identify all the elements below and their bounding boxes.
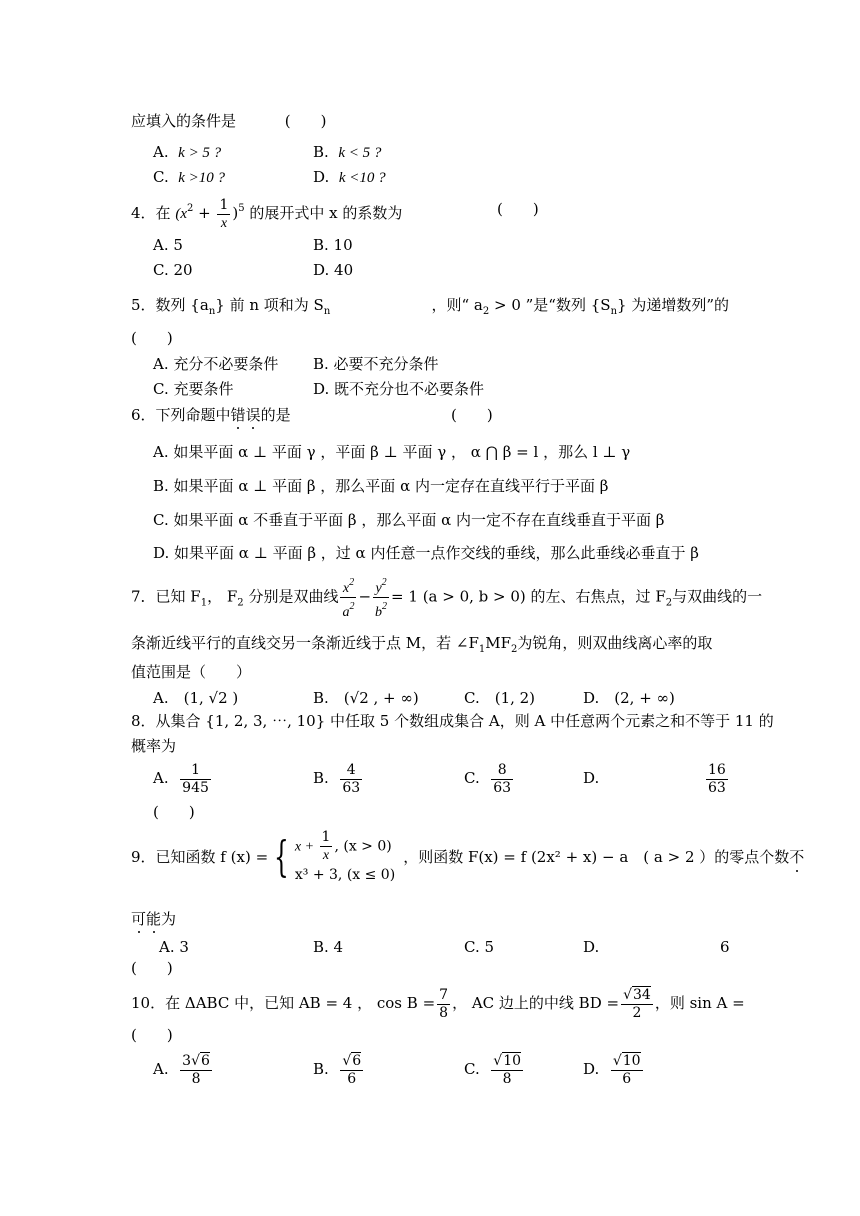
q7-line2: 条渐近线平行的直线交另一条渐近线于点 M，若 $\angle F_1MF_2$为锐角，则双曲线离心率的取 [131, 634, 713, 655]
q10-a-den: 8 [191, 1070, 201, 1087]
q8-option-c [464, 760, 515, 797]
q8-b-num: 4 [340, 762, 362, 780]
q7-stem: 7．已知 $F_1$， $F_2$ 分别是双曲线 $\frac{x^2}{a^2}$ − $\frac{y^2}{b^2}$ = 1 (a > 0, b > 0) 的左、右焦点，过 $F_2$与双曲线的一 [131, 574, 762, 625]
q8-d-den: 63 [708, 779, 726, 796]
q3-blank: ( ) [284, 112, 327, 130]
q4-expr-c: ) [232, 204, 239, 222]
q10-part-b: ， AC 边上的中线 BD = [452, 994, 620, 1012]
q7-option-d: D. (2, + ∞) [583, 689, 675, 707]
q8-b-den: 63 [342, 779, 361, 796]
q6-emph-2: 误 [245, 406, 261, 424]
q7-fraction-y: $\frac{y^2}{b^2}$ [373, 574, 389, 621]
q10-opt-b-label: B. [313, 1060, 329, 1078]
q8-line1: 8．从集合 {1, 2, 3, ⋯, 10} 中任取 5 个数组成集合 A，则 A 中任意两个元素之和不等于 11 的 [131, 712, 774, 730]
q7-minus: − [358, 587, 372, 606]
q5-option-c: C. 充要条件 [153, 380, 234, 398]
q4-rest: 的展开式中 x 的系数为 [249, 204, 403, 222]
q3-stem-text: 应填入的条件是 [131, 112, 237, 130]
q9-case1-num: 1 [321, 828, 331, 845]
q7-line3: 值范围是（ ） [131, 663, 252, 681]
q10-d-den: 6 [622, 1070, 632, 1087]
q9-emph-ke: 可 [131, 910, 147, 928]
q9-emph-not: 不 [789, 848, 805, 866]
q7-part-e: 与双曲线的一 [672, 587, 763, 606]
q10-option-c: C. $\frac{√10}{8}$ [464, 1052, 522, 1087]
q10-option-b: B. $\frac{√6}{6}$ [313, 1052, 362, 1087]
q9-emph-neng: 能 [146, 910, 162, 928]
q3-option-a [153, 142, 221, 163]
q8-c-den: 63 [493, 779, 512, 796]
q4-expr-b: + [193, 204, 216, 222]
q4-option-b: B. 10 [313, 236, 353, 254]
q9-stem [131, 822, 804, 892]
q7-option-a: A. (1, √2 ) [153, 689, 239, 707]
q9-case1-b: , (x > 0) [334, 838, 392, 854]
q3-opt-d-text: k <10 ? [338, 170, 386, 186]
q9-option-c: C. 5 [464, 938, 495, 956]
q3-stem [131, 111, 327, 131]
q5-stem: 5．数列 $\{a_n\}$ 前 n 项和为 $S_n$ ，则“ $a_2 > 0$ ”是“数列 $\{S_n\}$ 为递增数列”的 [131, 296, 729, 317]
q9-part-a: 9．已知函数 f (x) = [131, 848, 269, 866]
q5-part2: } 前 n 项和为 S [215, 296, 324, 314]
q8-line2: 概率为 [131, 737, 177, 755]
q8-d-num: 16 [708, 761, 726, 778]
q10-part-a: 10．在 ΔABC 中，已知 AB = 4 ， cos B = [131, 994, 436, 1012]
q7-f2-num: y [375, 581, 382, 596]
q10-c-den: 8 [502, 1070, 512, 1087]
q10-opt-c-label: C. [464, 1060, 480, 1078]
q6-option-b: B. 如果平面 α ⊥ 平面 β ，那么平面 α 内一定存在直线平行于平面 β [153, 477, 609, 495]
q4-frac-num: 1 [219, 196, 229, 213]
q6-blank: ( ) [451, 406, 493, 424]
q4-option-c: C. 20 [153, 261, 193, 279]
q7-fraction-x: $\frac{x^2}{a^2}$ [340, 574, 356, 621]
q7-f1-num: x [342, 581, 350, 596]
q10-opt-d-label: D. [583, 1060, 600, 1078]
q8-opt-a-label: A. [153, 769, 169, 787]
q10-option-a: A. $\frac{3√6}{8}$ [153, 1052, 210, 1087]
q6-option-a: A. 如果平面 α ⊥ 平面 γ ，平面 β ⊥ 平面 γ ， α ⋂ β = l ，那么 l ⊥ γ [153, 443, 631, 461]
q8-a-num: 1 [180, 762, 211, 780]
q3-option-c [153, 167, 225, 188]
q9-blank: ( ) [131, 959, 173, 977]
q10-option-d: D. $\frac{√10}{6}$ [583, 1052, 641, 1087]
q9-option-d-value: 6 [720, 938, 730, 956]
q6-option-c: C. 如果平面 α 不垂直于平面 β ，那么平面 α 内一定不存在直线垂直于平面 β [153, 511, 665, 529]
q3-opt-d-label: D. [313, 168, 330, 186]
q10-cos-den: 8 [439, 1004, 449, 1021]
q10-opt-a-label: A. [153, 1060, 169, 1078]
q6-stem [131, 405, 291, 425]
q9-brace: { [274, 832, 289, 881]
q4-option-a: A. 5 [153, 236, 183, 254]
q7-part-a: 7．已知 F [131, 587, 201, 606]
q9-option-b: B. 4 [313, 938, 344, 956]
q7-f1-den: a [342, 605, 350, 620]
q3-opt-b-text: k < 5 ? [338, 145, 382, 161]
q8-option-d [704, 760, 730, 797]
q9-option-a: A. 3 [159, 938, 189, 956]
q10-bd-num: 34 [633, 986, 651, 1003]
q3-option-b [313, 142, 381, 163]
q8-opt-b-label: B. [313, 769, 329, 787]
q10-cos-num: 7 [439, 986, 449, 1003]
q6-stem-a: 6．下列命题中 [131, 406, 231, 424]
q5-option-b: B. 必要不充分条件 [313, 355, 439, 373]
q9-part-b: ，则函数 F(x) = f (2x² + x) − a ( a > 2 ）的零点个数 [403, 848, 790, 866]
q7-option-c: C. (1, 2) [464, 689, 536, 707]
q5-part4: > 0 ”是“数列 {S [489, 296, 611, 314]
q8-option-a [153, 760, 213, 797]
q7-part-d: = 1 (a > 0, b > 0) 的左、右焦点，过 F [391, 587, 666, 606]
q9-line2-c: 为 [161, 910, 177, 928]
q7-f2-den: b [375, 605, 383, 620]
q5-part5: } 为递增数列”的 [617, 296, 729, 314]
q7-line2-c: 为锐角，则双曲线离心率的取 [517, 634, 713, 652]
q7-part-b: ， F [207, 587, 238, 606]
q4-expr-a: (x [175, 206, 187, 222]
q8-a-den: 945 [182, 779, 209, 796]
q8-blank: ( ) [153, 803, 195, 821]
q9-option-d: D. [583, 938, 600, 956]
q5-option-a: A. 充分不必要条件 [153, 355, 279, 373]
q5-blank: ( ) [131, 329, 173, 347]
q6-option-d: D. 如果平面 α ⊥ 平面 β ，过 α 内任意一点作交线的垂线，那么此垂线必垂直于 β [153, 544, 699, 562]
q9-case2: x³ + 3, (x ≤ 0) [294, 866, 396, 883]
q10-d-rad: 10 [622, 1052, 641, 1069]
q10-b-den: 6 [347, 1070, 357, 1087]
q10-part-c: ，则 sin A = [654, 994, 745, 1012]
q7-option-b: B. (√2 , + ∞) [313, 689, 419, 707]
q5-part1: 5．数列 {a [131, 296, 209, 314]
q9-cases [295, 829, 395, 886]
q6-emph-1: 错 [230, 406, 246, 424]
q10-a-coef: 3 [182, 1052, 192, 1069]
q7-line2-a: 条渐近线平行的直线交另一条渐近线于点 M，若 ∠F [131, 634, 479, 652]
q10-c-rad: 10 [503, 1052, 522, 1069]
q8-opt-c-label: C. [464, 769, 480, 787]
q3-opt-a-label: A. [153, 143, 169, 161]
q10-blank: ( ) [131, 1026, 173, 1044]
q4-exponent: 5 [238, 203, 245, 214]
q10-b-rad: 6 [352, 1052, 362, 1069]
q8-option-d-label: D. [583, 769, 600, 787]
q4-number: 4．在 [131, 204, 171, 222]
q9-case1-a: x + [294, 839, 318, 854]
q4-option-d: D. 40 [313, 261, 354, 279]
q3-opt-b-label: B. [313, 143, 329, 161]
q3-opt-c-text: k >10 ? [178, 170, 226, 186]
q4-stem: 4．在 ($x^2$ + $\frac{1}{x}$ )$^5$ 的展开式中 x 的系数为 [131, 196, 403, 231]
q3-option-d [313, 167, 386, 188]
q5-part3: ，则“ a [431, 296, 483, 314]
q10-a-rad: 6 [201, 1052, 210, 1069]
q7-line2-b: MF [485, 634, 512, 652]
q8-option-b [313, 760, 364, 797]
q10-bd-den: 2 [632, 1004, 642, 1021]
q3-opt-c-label: C. [153, 168, 169, 186]
q4-blank: ( ) [497, 200, 539, 218]
q3-opt-a-text: k > 5 ? [178, 145, 222, 161]
q9-line2 [131, 909, 176, 929]
q4-fraction [217, 197, 230, 232]
q5-option-d: D. 既不充分也不必要条件 [313, 380, 485, 398]
q9-case1-den: x [322, 847, 330, 863]
q4-frac-den: x [220, 215, 228, 231]
q6-stem-b: 的是 [260, 406, 291, 424]
q10-stem: 10．在 ΔABC 中，已知 AB = 4 ， cos B = $\frac{7}{8}$ ， AC 边上的中线 BD = $\frac{√34}{2}$ ，则 sin A = [131, 986, 745, 1021]
q8-c-num: 8 [491, 762, 513, 780]
q7-part-c: 分别是双曲线 [248, 587, 339, 606]
